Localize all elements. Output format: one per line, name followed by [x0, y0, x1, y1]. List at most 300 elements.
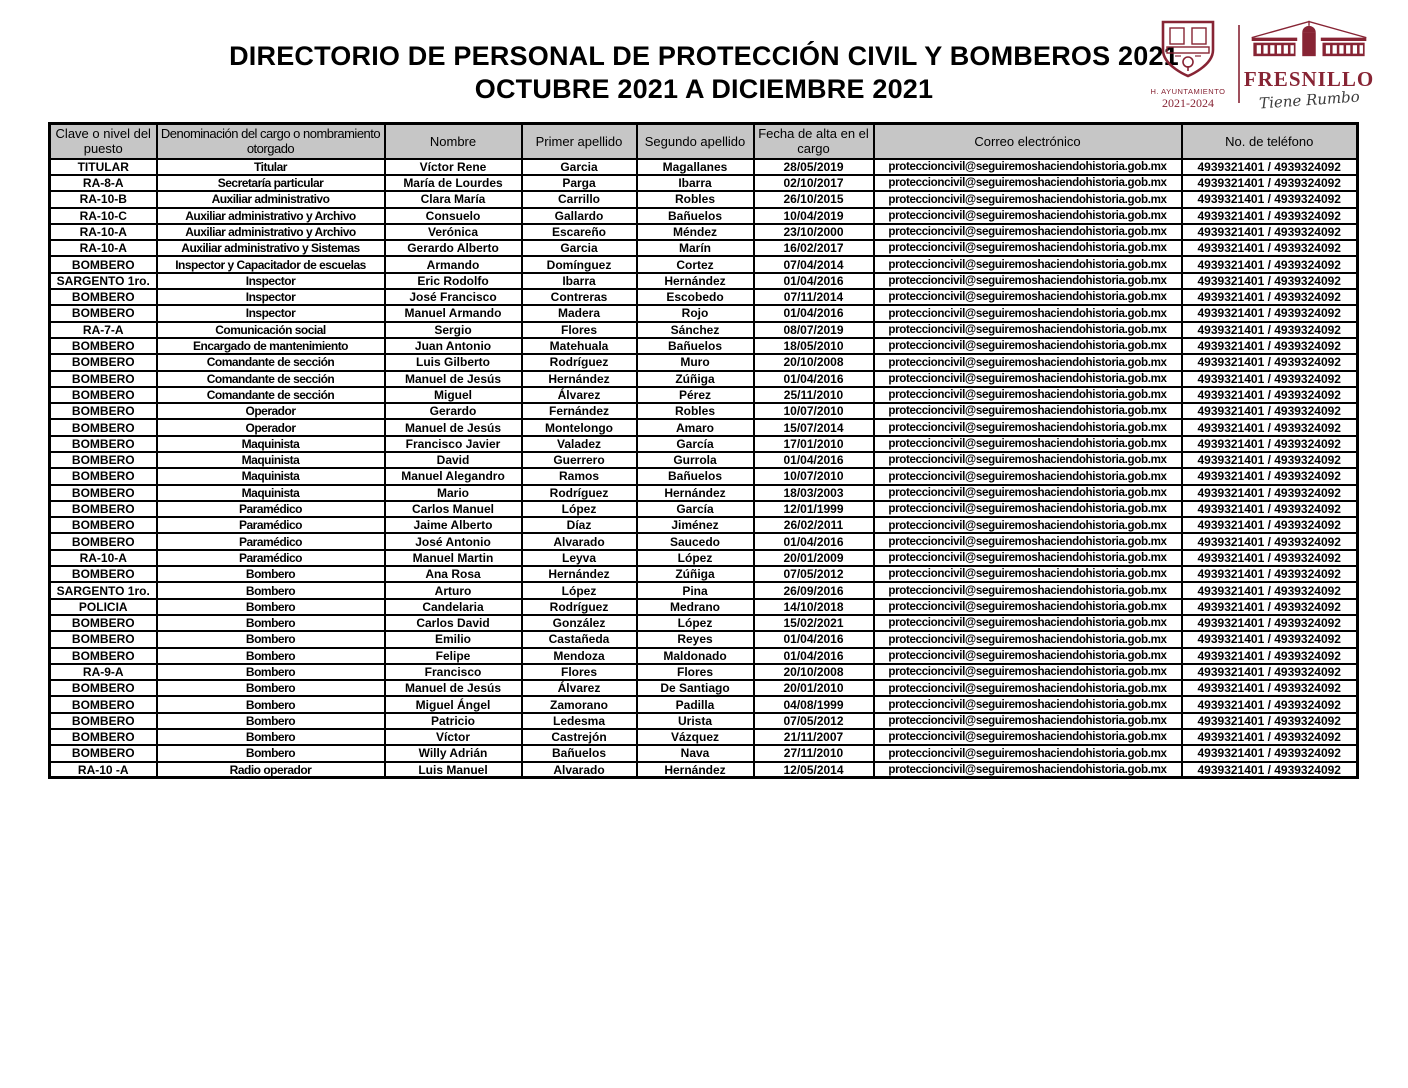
fecha-alta-cell: 01/04/2016	[754, 631, 874, 647]
cargo-cell: Inspector y Capacitador de escuelas	[157, 256, 385, 272]
cargo-cell: Bombero	[157, 599, 385, 615]
segundo-apellido-cell: Rojo	[637, 305, 754, 321]
telefono-cell: 4939321401 / 4939324092	[1182, 436, 1358, 452]
clave-cell: BOMBERO	[50, 517, 157, 533]
clave-cell: BOMBERO	[50, 533, 157, 549]
cargo-cell: Bombero	[157, 566, 385, 582]
primer-apellido-cell: López	[522, 582, 637, 598]
col-header-segundo-apellido: Segundo apellido	[637, 124, 754, 159]
telefono-cell: 4939321401 / 4939324092	[1182, 582, 1358, 598]
table-row	[50, 599, 1358, 615]
nombre-cell: María de Lourdes	[385, 175, 522, 191]
telefono-cell: 4939321401 / 4939324092	[1182, 550, 1358, 566]
cargo-cell: Auxiliar administrativo y Archivo	[157, 224, 385, 240]
cargo-cell: Maquinista	[157, 452, 385, 468]
primer-apellido-cell: Madera	[522, 305, 637, 321]
primer-apellido-cell: Álvarez	[522, 387, 637, 403]
table-row	[50, 191, 1358, 207]
correo-cell: proteccioncivil@seguiremoshaciendohistoria.gob.mx	[874, 387, 1182, 403]
telefono-cell: 4939321401 / 4939324092	[1182, 452, 1358, 468]
nombre-cell: Emilio	[385, 631, 522, 647]
telefono-cell: 4939321401 / 4939324092	[1182, 240, 1358, 256]
primer-apellido-cell: Leyva	[522, 550, 637, 566]
nombre-cell: Manuel Armando	[385, 305, 522, 321]
cargo-cell: Inspector	[157, 305, 385, 321]
segundo-apellido-cell: Escobedo	[637, 289, 754, 305]
table-row	[50, 485, 1358, 501]
cargo-cell: Auxiliar administrativo y Sistemas	[157, 240, 385, 256]
clave-cell: BOMBERO	[50, 305, 157, 321]
clave-cell: BOMBERO	[50, 436, 157, 452]
clave-cell: TITULAR	[50, 159, 157, 175]
col-header-fecha-alta: Fecha de alta en el cargo	[754, 124, 874, 159]
cargo-cell: Paramédico	[157, 533, 385, 549]
correo-cell: proteccioncivil@seguiremoshaciendohistoria.gob.mx	[874, 664, 1182, 680]
segundo-apellido-cell: Vázquez	[637, 729, 754, 745]
fecha-alta-cell: 07/11/2014	[754, 289, 874, 305]
table-row	[50, 664, 1358, 680]
correo-cell: proteccioncivil@seguiremoshaciendohistoria.gob.mx	[874, 680, 1182, 696]
nombre-cell: Jaime Alberto	[385, 517, 522, 533]
header-row	[50, 124, 1358, 159]
clave-cell: BOMBERO	[50, 729, 157, 745]
fecha-alta-cell: 01/04/2016	[754, 648, 874, 664]
fecha-alta-cell: 04/08/1999	[754, 696, 874, 712]
cargo-cell: Bombero	[157, 615, 385, 631]
clave-cell: RA-10-A	[50, 550, 157, 566]
table-row	[50, 615, 1358, 631]
cargo-cell: Bombero	[157, 582, 385, 598]
fecha-alta-cell: 20/01/2010	[754, 680, 874, 696]
fecha-alta-cell: 18/05/2010	[754, 338, 874, 354]
table-row	[50, 273, 1358, 289]
clave-cell: POLICIA	[50, 599, 157, 615]
nombre-cell: Gerardo	[385, 403, 522, 419]
logo-tagline: Tiene Rumbo	[1258, 87, 1360, 113]
primer-apellido-cell: Ibarra	[522, 273, 637, 289]
telefono-cell: 4939321401 / 4939324092	[1182, 566, 1358, 582]
telefono-cell: 4939321401 / 4939324092	[1182, 273, 1358, 289]
nombre-cell: José Antonio	[385, 533, 522, 549]
telefono-cell: 4939321401 / 4939324092	[1182, 599, 1358, 615]
telefono-cell: 4939321401 / 4939324092	[1182, 468, 1358, 484]
clave-cell: BOMBERO	[50, 631, 157, 647]
table-row	[50, 762, 1358, 778]
correo-cell: proteccioncivil@seguiremoshaciendohistoria.gob.mx	[874, 468, 1182, 484]
table-row	[50, 403, 1358, 419]
segundo-apellido-cell: Medrano	[637, 599, 754, 615]
table-row	[50, 501, 1358, 517]
page-title: DIRECTORIO DE PERSONAL DE PROTECCIÓN CIVIL Y BOMBEROS 2021	[229, 41, 1179, 71]
col-header-cargo: Denominación del cargo o nombramiento otorgado	[157, 124, 385, 159]
correo-cell: proteccioncivil@seguiremoshaciendohistoria.gob.mx	[874, 436, 1182, 452]
nombre-cell: Felipe	[385, 648, 522, 664]
clave-cell: RA-8-A	[50, 175, 157, 191]
building-icon	[1250, 19, 1368, 68]
table-row	[50, 582, 1358, 598]
fecha-alta-cell: 26/10/2015	[754, 191, 874, 207]
cargo-cell: Comunicación social	[157, 322, 385, 338]
telefono-cell: 4939321401 / 4939324092	[1182, 664, 1358, 680]
nombre-cell: Luis Gilberto	[385, 354, 522, 370]
clave-cell: BOMBERO	[50, 452, 157, 468]
telefono-cell: 4939321401 / 4939324092	[1182, 419, 1358, 435]
primer-apellido-cell: Castrejón	[522, 729, 637, 745]
segundo-apellido-cell: Saucedo	[637, 533, 754, 549]
telefono-cell: 4939321401 / 4939324092	[1182, 501, 1358, 517]
segundo-apellido-cell: Méndez	[637, 224, 754, 240]
correo-cell: proteccioncivil@seguiremoshaciendohistoria.gob.mx	[874, 371, 1182, 387]
primer-apellido-cell: Guerrero	[522, 452, 637, 468]
table-row	[50, 452, 1358, 468]
telefono-cell: 4939321401 / 4939324092	[1182, 403, 1358, 419]
telefono-cell: 4939321401 / 4939324092	[1182, 191, 1358, 207]
telefono-cell: 4939321401 / 4939324092	[1182, 289, 1358, 305]
fecha-alta-cell: 10/07/2010	[754, 403, 874, 419]
segundo-apellido-cell: López	[637, 615, 754, 631]
fecha-alta-cell: 10/04/2019	[754, 208, 874, 224]
logo-shield-block	[1148, 18, 1228, 111]
segundo-apellido-cell: Jiménez	[637, 517, 754, 533]
nombre-cell: José Francisco	[385, 289, 522, 305]
clave-cell: BOMBERO	[50, 680, 157, 696]
correo-cell: proteccioncivil@seguiremoshaciendohistoria.gob.mx	[874, 485, 1182, 501]
segundo-apellido-cell: Flores	[637, 664, 754, 680]
correo-cell: proteccioncivil@seguiremoshaciendohistoria.gob.mx	[874, 191, 1182, 207]
primer-apellido-cell: Flores	[522, 664, 637, 680]
fecha-alta-cell: 20/10/2008	[754, 664, 874, 680]
fecha-alta-cell: 08/07/2019	[754, 322, 874, 338]
primer-apellido-cell: Escareño	[522, 224, 637, 240]
cargo-cell: Operador	[157, 419, 385, 435]
primer-apellido-cell: Ledesma	[522, 713, 637, 729]
table-row	[50, 289, 1358, 305]
fecha-alta-cell: 01/04/2016	[754, 273, 874, 289]
correo-cell: proteccioncivil@seguiremoshaciendohistoria.gob.mx	[874, 273, 1182, 289]
nombre-cell: Manuel de Jesús	[385, 371, 522, 387]
logo-wordmark-block	[1243, 19, 1375, 113]
fecha-alta-cell: 14/10/2018	[754, 599, 874, 615]
clave-cell: BOMBERO	[50, 566, 157, 582]
segundo-apellido-cell: Pérez	[637, 387, 754, 403]
correo-cell: proteccioncivil@seguiremoshaciendohistoria.gob.mx	[874, 550, 1182, 566]
cargo-cell: Encargado de mantenimiento	[157, 338, 385, 354]
nombre-cell: Sergio	[385, 322, 522, 338]
logo-org-name: FRESNILLO	[1243, 67, 1375, 91]
nombre-cell: Candelaria	[385, 599, 522, 615]
nombre-cell: Miguel Ángel	[385, 696, 522, 712]
segundo-apellido-cell: Magallanes	[637, 159, 754, 175]
telefono-cell: 4939321401 / 4939324092	[1182, 615, 1358, 631]
nombre-cell: Carlos David	[385, 615, 522, 631]
segundo-apellido-cell: Hernández	[637, 762, 754, 778]
correo-cell: proteccioncivil@seguiremoshaciendohistoria.gob.mx	[874, 452, 1182, 468]
cargo-cell: Maquinista	[157, 468, 385, 484]
segundo-apellido-cell: López	[637, 550, 754, 566]
clave-cell: RA-9-A	[50, 664, 157, 680]
fecha-alta-cell: 01/04/2016	[754, 371, 874, 387]
fecha-alta-cell: 15/02/2021	[754, 615, 874, 631]
primer-apellido-cell: Mendoza	[522, 648, 637, 664]
clave-cell: BOMBERO	[50, 419, 157, 435]
telefono-cell: 4939321401 / 4939324092	[1182, 533, 1358, 549]
correo-cell: proteccioncivil@seguiremoshaciendohistoria.gob.mx	[874, 599, 1182, 615]
cargo-cell: Bombero	[157, 648, 385, 664]
segundo-apellido-cell: Robles	[637, 403, 754, 419]
fecha-alta-cell: 01/04/2016	[754, 533, 874, 549]
correo-cell: proteccioncivil@seguiremoshaciendohistoria.gob.mx	[874, 582, 1182, 598]
clave-cell: BOMBERO	[50, 615, 157, 631]
telefono-cell: 4939321401 / 4939324092	[1182, 175, 1358, 191]
segundo-apellido-cell: Hernández	[637, 485, 754, 501]
cargo-cell: Inspector	[157, 273, 385, 289]
correo-cell: proteccioncivil@seguiremoshaciendohistoria.gob.mx	[874, 696, 1182, 712]
clave-cell: BOMBERO	[50, 468, 157, 484]
table-row	[50, 322, 1358, 338]
primer-apellido-cell: Fernández	[522, 403, 637, 419]
nombre-cell: Carlos Manuel	[385, 501, 522, 517]
primer-apellido-cell: Álvarez	[522, 680, 637, 696]
fecha-alta-cell: 20/10/2008	[754, 354, 874, 370]
clave-cell: SARGENTO 1ro.	[50, 582, 157, 598]
fecha-alta-cell: 26/02/2011	[754, 517, 874, 533]
page-subtitle: OCTUBRE 2021 A DICIEMBRE 2021	[474, 74, 934, 104]
clave-cell: RA-10-A	[50, 224, 157, 240]
nombre-cell: David	[385, 452, 522, 468]
cargo-cell: Comandante de sección	[157, 354, 385, 370]
nombre-cell: Manuel Martin	[385, 550, 522, 566]
correo-cell: proteccioncivil@seguiremoshaciendohistoria.gob.mx	[874, 208, 1182, 224]
correo-cell: proteccioncivil@seguiremoshaciendohistoria.gob.mx	[874, 729, 1182, 745]
nombre-cell: Miguel	[385, 387, 522, 403]
telefono-cell: 4939321401 / 4939324092	[1182, 517, 1358, 533]
telefono-cell: 4939321401 / 4939324092	[1182, 371, 1358, 387]
table-row	[50, 696, 1358, 712]
clave-cell: RA-10 -A	[50, 762, 157, 778]
clave-cell: BOMBERO	[50, 256, 157, 272]
telefono-cell: 4939321401 / 4939324092	[1182, 159, 1358, 175]
table-row	[50, 436, 1358, 452]
table-row	[50, 631, 1358, 647]
nombre-cell: Manuel de Jesús	[385, 419, 522, 435]
cargo-cell: Bombero	[157, 729, 385, 745]
nombre-cell: Francisco	[385, 664, 522, 680]
telefono-cell: 4939321401 / 4939324092	[1182, 648, 1358, 664]
fecha-alta-cell: 20/01/2009	[754, 550, 874, 566]
correo-cell: proteccioncivil@seguiremoshaciendohistoria.gob.mx	[874, 648, 1182, 664]
logo-divider	[1238, 25, 1240, 103]
clave-cell: RA-10-B	[50, 191, 157, 207]
segundo-apellido-cell: Nava	[637, 745, 754, 761]
clave-cell: BOMBERO	[50, 289, 157, 305]
clave-cell: SARGENTO 1ro.	[50, 273, 157, 289]
table-row	[50, 224, 1358, 240]
table-row	[50, 550, 1358, 566]
telefono-cell: 4939321401 / 4939324092	[1182, 729, 1358, 745]
segundo-apellido-cell: Zúñiga	[637, 566, 754, 582]
clave-cell: BOMBERO	[50, 354, 157, 370]
logo-ayuntamiento-text: H. AYUNTAMIENTO	[1150, 86, 1226, 96]
correo-cell: proteccioncivil@seguiremoshaciendohistoria.gob.mx	[874, 354, 1182, 370]
primer-apellido-cell: Flores	[522, 322, 637, 338]
cargo-cell: Paramédico	[157, 550, 385, 566]
primer-apellido-cell: Rodríguez	[522, 485, 637, 501]
nombre-cell: Verónica	[385, 224, 522, 240]
nombre-cell: Arturo	[385, 582, 522, 598]
primer-apellido-cell: Matehuala	[522, 338, 637, 354]
directory-table-body	[50, 159, 1358, 778]
clave-cell: BOMBERO	[50, 696, 157, 712]
telefono-cell: 4939321401 / 4939324092	[1182, 631, 1358, 647]
fecha-alta-cell: 28/05/2019	[754, 159, 874, 175]
segundo-apellido-cell: Muro	[637, 354, 754, 370]
correo-cell: proteccioncivil@seguiremoshaciendohistoria.gob.mx	[874, 615, 1182, 631]
cargo-cell: Paramédico	[157, 517, 385, 533]
table-row	[50, 533, 1358, 549]
fecha-alta-cell: 16/02/2017	[754, 240, 874, 256]
telefono-cell: 4939321401 / 4939324092	[1182, 208, 1358, 224]
fecha-alta-cell: 10/07/2010	[754, 468, 874, 484]
segundo-apellido-cell: Bañuelos	[637, 468, 754, 484]
segundo-apellido-cell: Cortez	[637, 256, 754, 272]
col-header-primer-apellido: Primer apellido	[522, 124, 637, 159]
correo-cell: proteccioncivil@seguiremoshaciendohistoria.gob.mx	[874, 566, 1182, 582]
cargo-cell: Inspector	[157, 289, 385, 305]
clave-cell: BOMBERO	[50, 387, 157, 403]
fecha-alta-cell: 18/03/2003	[754, 485, 874, 501]
table-row	[50, 566, 1358, 582]
nombre-cell: Eric Rodolfo	[385, 273, 522, 289]
table-row	[50, 371, 1358, 387]
cargo-cell: Bombero	[157, 745, 385, 761]
table-row	[50, 305, 1358, 321]
segundo-apellido-cell: Hernández	[637, 273, 754, 289]
primer-apellido-cell: Zamorano	[522, 696, 637, 712]
clave-cell: RA-7-A	[50, 322, 157, 338]
fecha-alta-cell: 12/05/2014	[754, 762, 874, 778]
fecha-alta-cell: 25/11/2010	[754, 387, 874, 403]
fecha-alta-cell: 07/05/2012	[754, 566, 874, 582]
nombre-cell: Mario	[385, 485, 522, 501]
clave-cell: BOMBERO	[50, 713, 157, 729]
cargo-cell: Comandante de sección	[157, 371, 385, 387]
primer-apellido-cell: González	[522, 615, 637, 631]
correo-cell: proteccioncivil@seguiremoshaciendohistoria.gob.mx	[874, 224, 1182, 240]
fecha-alta-cell: 23/10/2000	[754, 224, 874, 240]
cargo-cell: Maquinista	[157, 436, 385, 452]
telefono-cell: 4939321401 / 4939324092	[1182, 387, 1358, 403]
cargo-cell: Radio operador	[157, 762, 385, 778]
primer-apellido-cell: Alvarado	[522, 762, 637, 778]
primer-apellido-cell: Garcia	[522, 159, 637, 175]
nombre-cell: Víctor Rene	[385, 159, 522, 175]
telefono-cell: 4939321401 / 4939324092	[1182, 680, 1358, 696]
col-header-telefono: No. de teléfono	[1182, 124, 1358, 159]
primer-apellido-cell: López	[522, 501, 637, 517]
clave-cell: RA-10-C	[50, 208, 157, 224]
table-row	[50, 387, 1358, 403]
clave-cell: BOMBERO	[50, 501, 157, 517]
primer-apellido-cell: Gallardo	[522, 208, 637, 224]
telefono-cell: 4939321401 / 4939324092	[1182, 762, 1358, 778]
segundo-apellido-cell: Zúñiga	[637, 371, 754, 387]
correo-cell: proteccioncivil@seguiremoshaciendohistoria.gob.mx	[874, 517, 1182, 533]
primer-apellido-cell: Garcia	[522, 240, 637, 256]
segundo-apellido-cell: Ibarra	[637, 175, 754, 191]
nombre-cell: Patricio	[385, 713, 522, 729]
telefono-cell: 4939321401 / 4939324092	[1182, 322, 1358, 338]
shield-icon	[1157, 18, 1219, 85]
correo-cell: proteccioncivil@seguiremoshaciendohistoria.gob.mx	[874, 289, 1182, 305]
primer-apellido-cell: Díaz	[522, 517, 637, 533]
table-row	[50, 713, 1358, 729]
correo-cell: proteccioncivil@seguiremoshaciendohistoria.gob.mx	[874, 159, 1182, 175]
table-row	[50, 680, 1358, 696]
cargo-cell: Paramédico	[157, 501, 385, 517]
segundo-apellido-cell: Bañuelos	[637, 338, 754, 354]
telefono-cell: 4939321401 / 4939324092	[1182, 354, 1358, 370]
cargo-cell: Bombero	[157, 664, 385, 680]
correo-cell: proteccioncivil@seguiremoshaciendohistoria.gob.mx	[874, 713, 1182, 729]
correo-cell: proteccioncivil@seguiremoshaciendohistoria.gob.mx	[874, 501, 1182, 517]
table-row	[50, 648, 1358, 664]
segundo-apellido-cell: Amaro	[637, 419, 754, 435]
segundo-apellido-cell: De Santiago	[637, 680, 754, 696]
correo-cell: proteccioncivil@seguiremoshaciendohistoria.gob.mx	[874, 762, 1182, 778]
primer-apellido-cell: Domínguez	[522, 256, 637, 272]
telefono-cell: 4939321401 / 4939324092	[1182, 745, 1358, 761]
col-header-nombre: Nombre	[385, 124, 522, 159]
cargo-cell: Bombero	[157, 713, 385, 729]
primer-apellido-cell: Castañeda	[522, 631, 637, 647]
primer-apellido-cell: Carrillo	[522, 191, 637, 207]
nombre-cell: Víctor	[385, 729, 522, 745]
clave-cell: BOMBERO	[50, 485, 157, 501]
fecha-alta-cell: 07/05/2012	[754, 713, 874, 729]
correo-cell: proteccioncivil@seguiremoshaciendohistoria.gob.mx	[874, 533, 1182, 549]
directory-table	[48, 122, 1359, 779]
primer-apellido-cell: Rodríguez	[522, 599, 637, 615]
nombre-cell: Gerardo Alberto	[385, 240, 522, 256]
cargo-cell: Comandante de sección	[157, 387, 385, 403]
segundo-apellido-cell: Pina	[637, 582, 754, 598]
segundo-apellido-cell: Reyes	[637, 631, 754, 647]
clave-cell: RA-10-A	[50, 240, 157, 256]
telefono-cell: 4939321401 / 4939324092	[1182, 713, 1358, 729]
fecha-alta-cell: 01/04/2016	[754, 305, 874, 321]
telefono-cell: 4939321401 / 4939324092	[1182, 224, 1358, 240]
table-row	[50, 256, 1358, 272]
primer-apellido-cell: Ramos	[522, 468, 637, 484]
primer-apellido-cell: Rodríguez	[522, 354, 637, 370]
table-row	[50, 240, 1358, 256]
segundo-apellido-cell: Urista	[637, 713, 754, 729]
telefono-cell: 4939321401 / 4939324092	[1182, 256, 1358, 272]
fresnillo-logo	[1148, 14, 1375, 114]
nombre-cell: Manuel de Jesús	[385, 680, 522, 696]
segundo-apellido-cell: García	[637, 501, 754, 517]
segundo-apellido-cell: Marín	[637, 240, 754, 256]
table-row	[50, 354, 1358, 370]
correo-cell: proteccioncivil@seguiremoshaciendohistoria.gob.mx	[874, 419, 1182, 435]
segundo-apellido-cell: Padilla	[637, 696, 754, 712]
fecha-alta-cell: 27/11/2010	[754, 745, 874, 761]
cargo-cell: Bombero	[157, 680, 385, 696]
cargo-cell: Titular	[157, 159, 385, 175]
table-row	[50, 175, 1358, 191]
primer-apellido-cell: Montelongo	[522, 419, 637, 435]
clave-cell: BOMBERO	[50, 745, 157, 761]
